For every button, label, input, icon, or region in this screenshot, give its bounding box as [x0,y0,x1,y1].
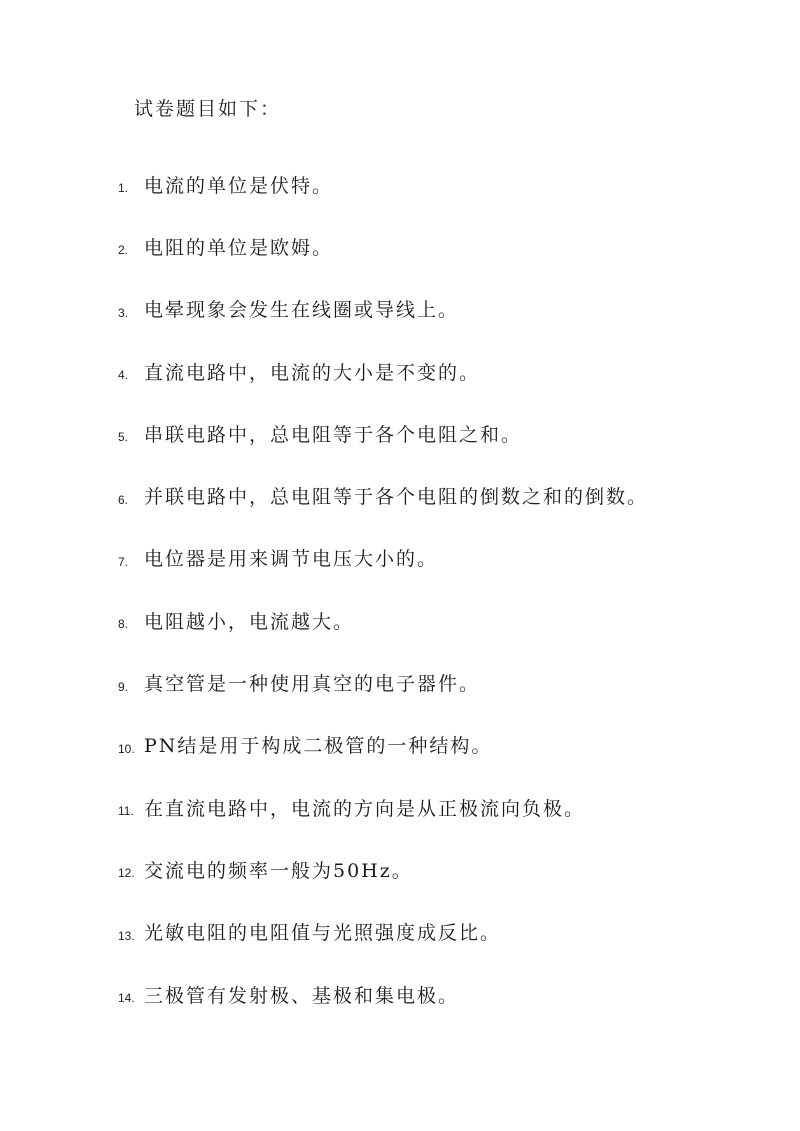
question-number: 4. [118,368,129,383]
question-number: 14. [118,991,135,1005]
question-item [118,716,648,778]
question-text: 串联电路中，总电阻等于各个电阻之和。 [144,423,523,446]
question-item [118,342,648,404]
question-number: 3. [118,305,129,320]
question-item [118,591,648,653]
question-number: 5. [118,430,129,445]
question-number: 13. [118,928,135,943]
question-item [118,404,648,466]
question-text: 在直流电路中，电流的方向是从正极流向负极。 [144,797,586,820]
question-item [118,466,648,528]
question-text: 电阻的单位是欧姆。 [144,236,334,259]
question-number: 2. [118,243,129,258]
question-text: 电阻越小，电流越大。 [144,610,355,633]
question-number: 6. [118,492,129,507]
question-item [118,653,648,715]
question-number: 1. [118,181,129,196]
question-text: 交流电的频率一般为50Hz。 [144,859,413,882]
question-item [118,280,648,342]
question-text: 真空管是一种使用真空的电子器件。 [144,673,481,696]
question-item [118,965,648,1027]
question-text: 电位器是用来调节电压大小的。 [144,548,439,571]
question-item [118,903,648,965]
question-number: 7. [118,554,129,569]
question-text: 光敏电阻的电阻值与光照强度成反比。 [144,922,502,945]
question-item [118,840,648,902]
question-item [118,217,648,279]
question-number: 12. [118,866,135,881]
question-list [118,155,648,1027]
question-number: 8. [118,617,129,632]
question-text: 直流电路中，电流的大小是不变的。 [144,361,481,384]
question-text: 电晕现象会发生在线圈或导线上。 [144,299,460,322]
question-item [118,529,648,591]
question-item [118,155,648,217]
intro-heading: 试卷题目如下： [134,98,282,120]
question-text: PN结是用于构成二极管的一种结构。 [144,735,493,758]
question-number: 10. [118,741,135,756]
question-number: 9. [118,679,129,694]
question-text: 电流的单位是伏特。 [144,174,334,197]
question-number: 11. [118,804,134,819]
question-item [118,778,648,840]
question-text: 并联电路中，总电阻等于各个电阻的倒数之和的倒数。 [144,486,649,509]
question-text: 三极管有发射极、基极和集电极。 [144,984,460,1007]
